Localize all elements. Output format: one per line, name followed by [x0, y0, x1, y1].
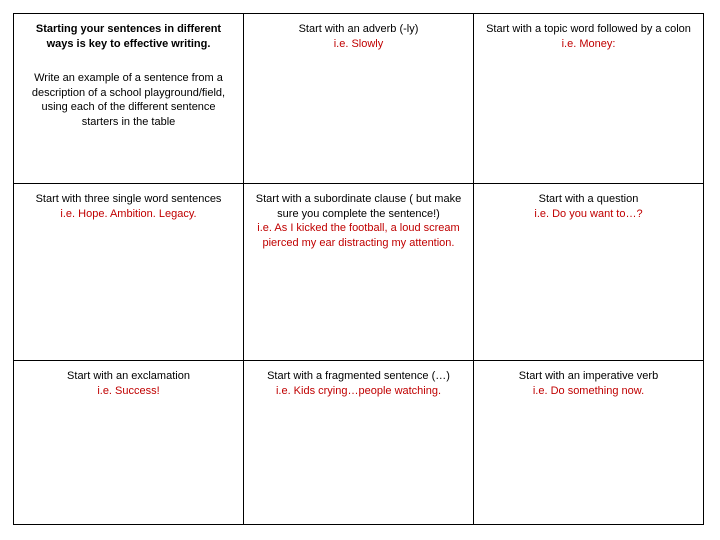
cell-example: i.e. Money: — [561, 37, 616, 50]
cell-title: Start with a question — [538, 193, 639, 205]
cell-fragmented-sentence — [244, 361, 474, 525]
intro-cell — [14, 14, 244, 184]
intro-instruction: Write an example of a sentence from a description of a school playground/field, using each of the different sentence starters in the table — [31, 72, 226, 128]
cell-title: Start with three single word sentences — [35, 193, 222, 205]
cell-topic-word — [474, 14, 704, 184]
cell-example: i.e. Kids crying…people watching. — [275, 384, 442, 397]
cell-imperative-verb — [474, 361, 704, 525]
cell-example: i.e. Success! — [97, 384, 160, 397]
cell-subordinate-clause — [244, 184, 474, 361]
cell-title: Start with an adverb (-ly) — [298, 23, 419, 35]
cell-title: Start with a fragmented sentence (…) — [267, 370, 450, 382]
cell-adverb — [244, 14, 474, 184]
cell-example: i.e. Slowly — [333, 37, 384, 50]
sentence-starters-table — [13, 13, 704, 525]
cell-example: i.e. Hope. Ambition. Legacy. — [60, 207, 197, 220]
cell-question — [474, 184, 704, 361]
cell-title: Start with an imperative verb — [518, 370, 659, 382]
cell-title: Start with a topic word followed by a colon — [486, 23, 691, 35]
cell-title: Start with a subordinate clause ( but make sure you complete the sentence!) — [255, 193, 462, 220]
intro-heading: Starting your sentences in different ways is key to effective writing. — [35, 23, 222, 50]
cell-title: Start with an exclamation — [67, 370, 190, 382]
cell-example: i.e. Do something now. — [532, 384, 645, 397]
cell-example: i.e. As I kicked the football, a loud scream pierced my ear distracting my attention. — [257, 222, 460, 249]
cell-example: i.e. Do you want to…? — [534, 207, 643, 220]
cell-exclamation — [14, 361, 244, 525]
cell-three-single-words — [14, 184, 244, 361]
